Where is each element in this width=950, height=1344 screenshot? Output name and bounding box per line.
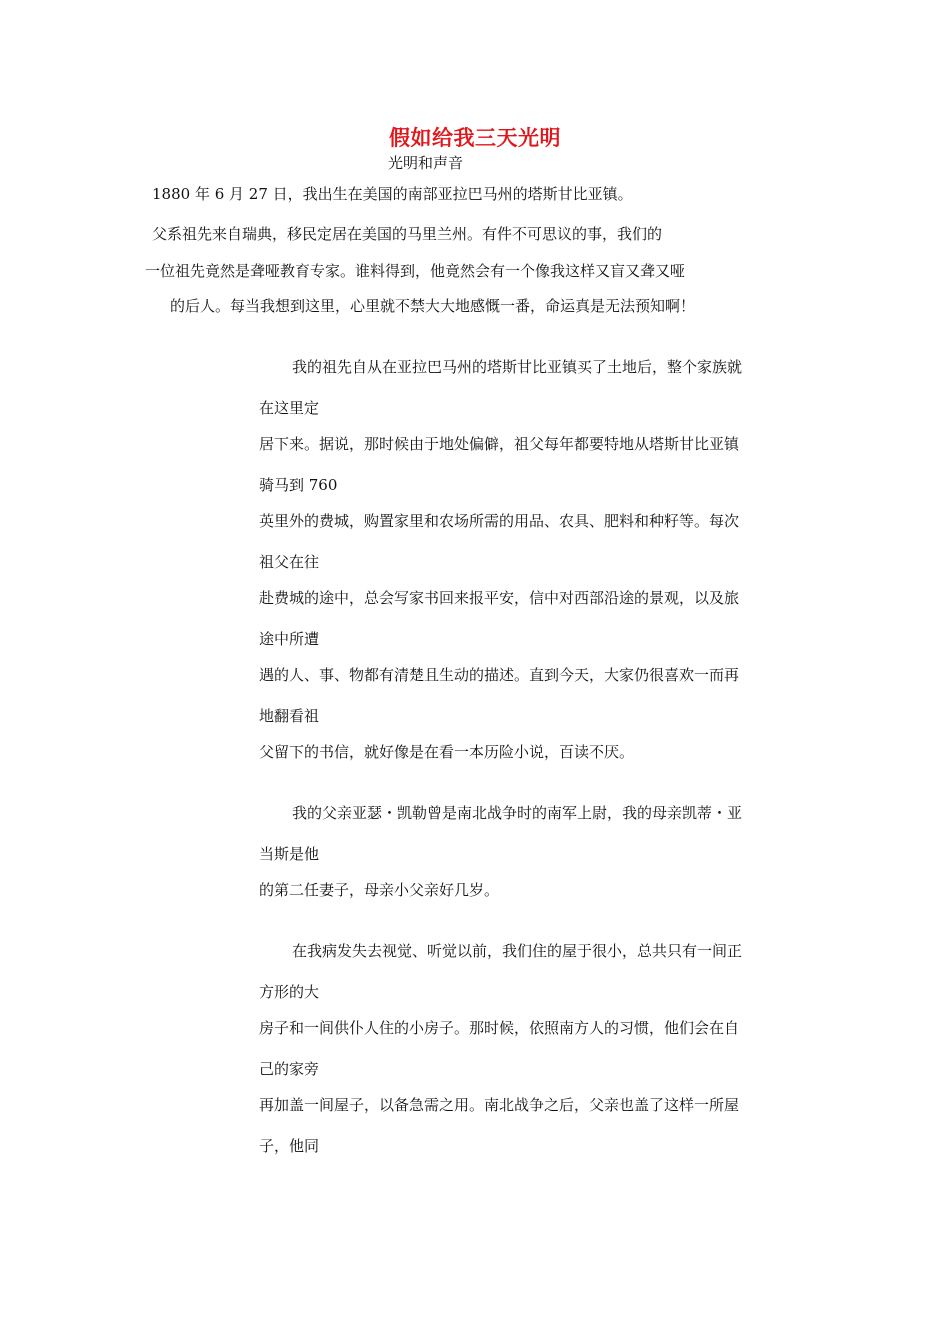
- body-line: 遇的人、事、物都有清楚且生动的描述。直到今天，大家仍很喜欢一而再: [259, 666, 740, 684]
- body-line: 骑马到 760: [259, 476, 338, 494]
- body-line: 我的父亲亚瑟・凯勒曾是南北战争时的南军上尉，我的母亲凯蒂・亚: [292, 804, 743, 822]
- body-line: 在我病发失去视觉、听觉以前，我们住的屋于很小，总共只有一间正: [292, 942, 743, 960]
- body-line: 己的家旁: [259, 1060, 320, 1078]
- intro-line: 的后人。每当我想到这里，心里就不禁大大地感慨一番，命运真是无法预知啊！: [170, 297, 696, 315]
- body-line: 子，他同: [259, 1137, 320, 1155]
- body-line: 英里外的费城，购置家里和农场所需的用品、农具、肥料和种籽等。每次: [259, 512, 740, 530]
- body-line: 地翻看祖: [259, 707, 320, 725]
- intro-line: 父系祖先来自瑞典，移民定居在美国的马里兰州。有件不可思议的事，我们的: [152, 225, 663, 243]
- intro-line: 一位祖先竟然是聋哑教育专家。谁料得到，他竟然会有一个像我这样又盲又聋又哑: [145, 262, 686, 280]
- body-line: 的第二任妻子，母亲小父亲好几岁。: [259, 881, 500, 899]
- intro-line: 1880 年 6 月 27 日，我出生在美国的南部亚拉巴马州的塔斯甘比亚镇。: [152, 185, 633, 203]
- body-line: 方形的大: [259, 983, 320, 1001]
- body-line: 居下来。据说，那时候由于地处偏僻，祖父每年都要特地从塔斯甘比亚镇: [259, 435, 740, 453]
- body-line: 当斯是他: [259, 845, 320, 863]
- body-line: 在这里定: [259, 399, 320, 417]
- body-line: 祖父在往: [259, 553, 320, 571]
- document-title: 假如给我三天光明: [389, 125, 561, 150]
- body-line: 父留下的书信，就好像是在看一本历险小说，百读不厌。: [259, 743, 635, 761]
- body-line: 我的祖先自从在亚拉巴马州的塔斯甘比亚镇买了土地后，整个家族就: [292, 358, 743, 376]
- body-line: 再加盖一间屋子，以备急需之用。南北战争之后，父亲也盖了这样一所屋: [259, 1096, 740, 1114]
- body-line: 途中所遭: [259, 630, 320, 648]
- document-subtitle: 光明和声音: [388, 154, 464, 172]
- body-line: 房子和一间供仆人住的小房子。那时候，依照南方人的习惯，他们会在自: [259, 1019, 740, 1037]
- body-line: 赴费城的途中，总会写家书回来报平安，信中对西部沿途的景观，以及旅: [259, 589, 740, 607]
